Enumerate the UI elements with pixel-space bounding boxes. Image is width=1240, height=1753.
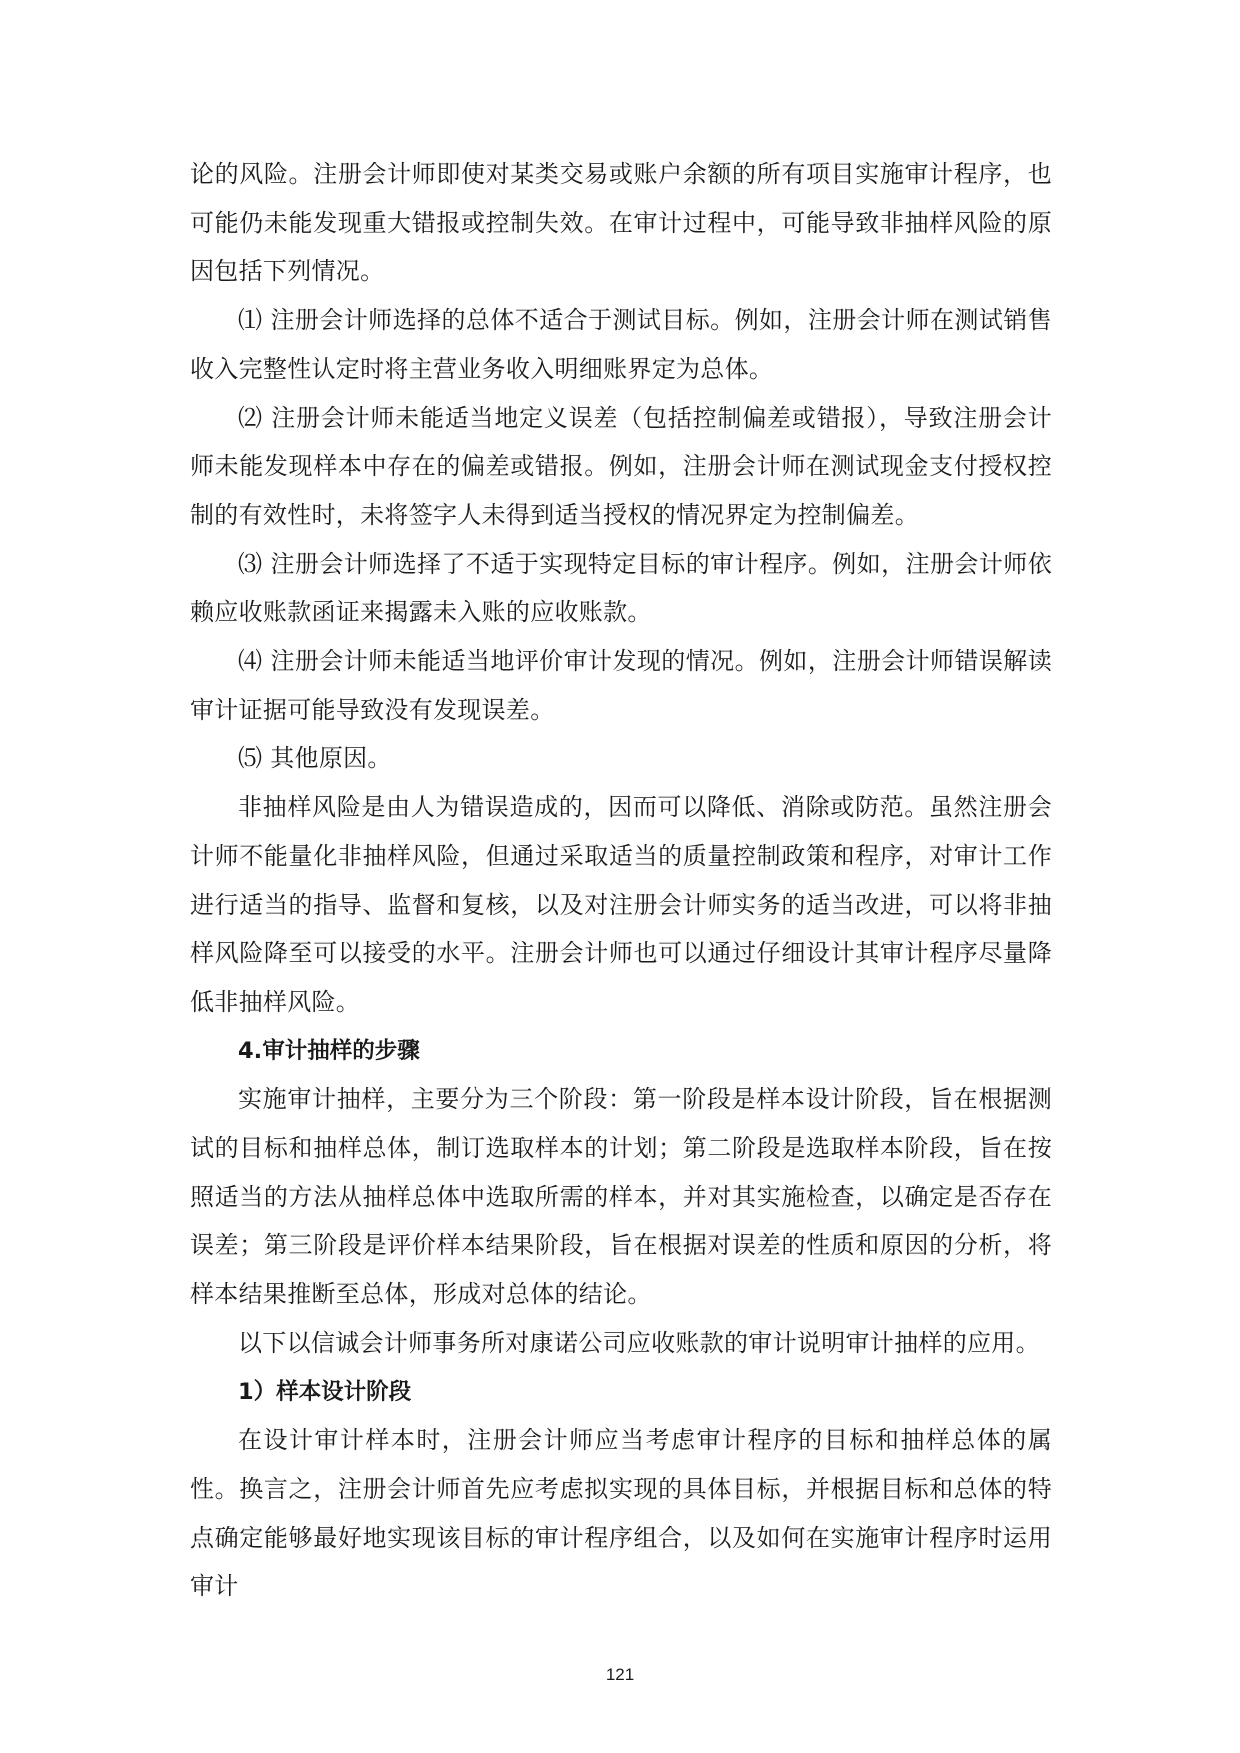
paragraph-nonsampling-risk-control: 非抽样风险是由人为错误造成的，因而可以降低、消除或防范。虽然注册会计师不能量化非抽样风险，但通过采取适当的质量控制政策和程序，对审计工作进行适当的指导、监督和复核，以及对注册会计师实务的适当改进，可以将非抽样风险降至可以接受的水平。注册会计师也可以通过仔细设计其审计程序尽量降低非抽样风险。: [190, 793, 1052, 1016]
paragraph-reason-5: ⑸ 其他原因。: [238, 744, 392, 773]
paragraph-reason-3: ⑶ 注册会计师选择了不适于实现特定目标的审计程序。例如，注册会计师依赖应收账款函证来揭露未入账的应收账款。: [190, 549, 1052, 627]
paragraph-reason-4: ⑷ 注册会计师未能适当地评价审计发现的情况。例如，注册会计师错误解读审计证据可能导致没有发现误差。: [190, 647, 1052, 724]
page-number: 121: [605, 1665, 635, 1684]
paragraph-sampling-stages: 实施审计抽样，主要分为三个阶段：第一阶段是样本设计阶段，旨在根据测试的目标和抽样总体，制订选取样本的计划；第二阶段是选取样本阶段，旨在按照适当的方法从抽样总体中选取所需的样本，并对其实施检查，以确定是否存在误差；第三阶段是评价样本结果阶段，旨在根据对误差的性质和原因的分析，将样本结果推断至总体，形成对总体的结论。: [190, 1085, 1052, 1309]
paragraph-sample-design: 在设计审计样本时，注册会计师应当考虑审计程序的目标和抽样总体的属性。换言之，注册会计师首先应考虑拟实现的具体目标，并根据目标和总体的特点确定能够最好地实现该目标的审计程序组合，以及如何在实施审计程序时运用审计: [190, 1426, 1052, 1601]
paragraph-example-intro: 以下以信诚会计师事务所对康诺公司应收账款的审计说明审计抽样的应用。: [238, 1328, 1040, 1357]
document-body: [190, 150, 1052, 1611]
paragraph-reason-2: ⑵ 注册会计师未能适当地定义误差（包括控制偏差或错报），导致注册会计师未能发现样本中存在的偏差或错报。例如，注册会计师在测试现金支付授权控制的有效性时，未将签字人未得到适当授权的情况界定为控制偏差。: [190, 403, 1052, 529]
paragraph-nonsampling-risk-intro: 论的风险。注册会计师即使对某类交易或账户余额的所有项目实施审计程序，也可能仍未能发现重大错报或控制失效。在审计过程中，可能导致非抽样风险的原因包括下列情况。: [190, 160, 1052, 286]
paragraph-reason-1: ⑴ 注册会计师选择的总体不适合于测试目标。例如，注册会计师在测试销售收入完整性认定时将主营业务收入明细账界定为总体。: [190, 306, 1052, 383]
subsection-heading-sample-design: 1）样本设计阶段: [238, 1378, 412, 1405]
section-heading-sampling-steps: 4.审计抽样的步骤: [238, 1037, 420, 1064]
